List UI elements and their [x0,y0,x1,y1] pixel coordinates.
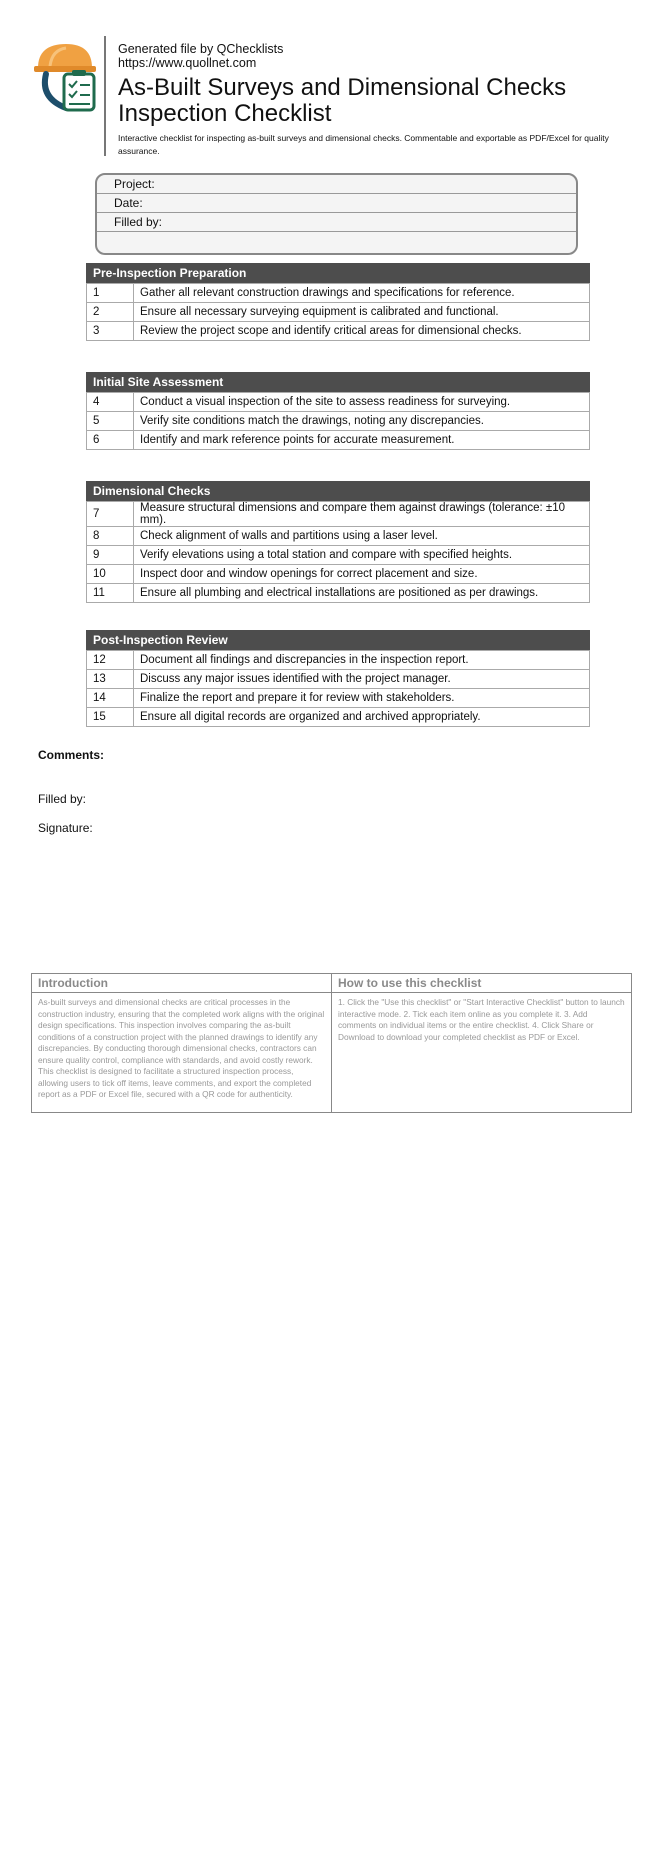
introduction-text: As-built surveys and dimensional checks are critical processes in the construction industry, ensuring that the completed work aligns with the original design specifications. This inspection involves comparing the as-built conditions of a construction project with the planned drawings to identify any discrepancies. By conducting thorough dimensional checks, contractors can ensure quality control, compliance with standards, and avoid costly rework. This checklist is designed to facilitate a structured inspection process, allowing users to tick off items, leave comments, and export the completed report as a PDF or Excel file, secured with a QR code for authenticity. [38,997,325,1099]
date-field[interactable]: Date: [97,194,576,213]
header-divider [104,36,106,156]
item-text: Verify site conditions match the drawings, noting any discrepancies. [134,412,590,431]
item-text: Ensure all plumbing and electrical installations are positioned as per drawings. [134,584,590,603]
item-number: 13 [87,670,134,689]
item-number: 10 [87,565,134,584]
checklist-table [86,283,590,341]
website-link[interactable]: https://www.quollnet.com [118,56,257,70]
table-row[interactable] [87,651,590,670]
table-row[interactable] [87,670,590,689]
item-text: Discuss any major issues identified with the project manager. [134,670,590,689]
section-dimensional-checks [86,481,590,603]
item-text: Identify and mark reference points for accurate measurement. [134,431,590,450]
table-row[interactable] [87,527,590,546]
comments-label: Comments: [38,748,105,762]
how-to-use-column [332,974,631,1112]
section-initial-site-assessment [86,372,590,450]
generated-by-text: Generated file by QChecklists [118,42,284,56]
title-line-2: Inspection Checklist [118,100,332,127]
item-number: 9 [87,546,134,565]
intro-table [31,973,632,1113]
table-row[interactable] [87,708,590,727]
table-row[interactable] [87,303,590,322]
section-post-inspection-review [86,630,590,727]
page-title [118,75,638,127]
table-row[interactable] [87,502,590,527]
section-title: Post-Inspection Review [86,630,590,650]
project-field[interactable]: Project: [97,175,576,194]
item-number: 2 [87,303,134,322]
item-text: Conduct a visual inspection of the site to assess readiness for surveying. [134,393,590,412]
how-to-use-text: 1. Click the "Use this checklist" or "Start Interactive Checklist" button to launch interactive mode. 2. Tick each item online as you complete it. 3. Add comments on individual items or the entire checklist. 4. Click Share or Download to download your completed checklist as PDF or Excel. [338,997,625,1042]
table-row[interactable] [87,546,590,565]
item-number: 8 [87,527,134,546]
item-text: Document all findings and discrepancies in the inspection report. [134,651,590,670]
section-title: Pre-Inspection Preparation [86,263,590,283]
item-text: Check alignment of walls and partitions using a laser level. [134,527,590,546]
filled-by-field[interactable]: Filled by: [97,213,576,232]
page-description: Interactive checklist for inspecting as-built surveys and dimensional checks. Commentable and exportable as PDF/Excel for quality assurance. [118,133,609,156]
table-row[interactable] [87,322,590,341]
item-text: Review the project scope and identify critical areas for dimensional checks. [134,322,590,341]
table-row[interactable] [87,393,590,412]
section-title: Dimensional Checks [86,481,590,501]
item-text: Inspect door and window openings for correct placement and size. [134,565,590,584]
introduction-column [32,974,332,1112]
info-blank-row [97,232,576,250]
item-text: Gather all relevant construction drawings and specifications for reference. [134,284,590,303]
section-pre-inspection [86,263,590,341]
how-to-use-heading: How to use this checklist [332,974,631,993]
item-number: 4 [87,393,134,412]
table-row[interactable] [87,284,590,303]
title-line-1: As-Built Surveys and Dimensional Checks [118,74,567,101]
item-number: 5 [87,412,134,431]
checklist-table [86,650,590,727]
item-text: Measure structural dimensions and compare them against drawings (tolerance: ±10 mm). [134,502,590,527]
item-text: Ensure all digital records are organized and archived appropriately. [134,708,590,727]
item-number: 7 [87,502,134,527]
item-text: Ensure all necessary surveying equipment is calibrated and functional. [134,303,590,322]
item-number: 1 [87,284,134,303]
item-number: 6 [87,431,134,450]
table-row[interactable] [87,689,590,708]
item-number: 3 [87,322,134,341]
item-text: Verify elevations using a total station and compare with specified heights. [134,546,590,565]
checklist-table [86,501,590,603]
filled-by-label: Filled by: [38,792,87,806]
item-number: 15 [87,708,134,727]
item-number: 12 [87,651,134,670]
item-number: 11 [87,584,134,603]
header-text [118,42,638,158]
signature-label: Signature: [38,821,93,835]
project-info-box [95,173,578,255]
document-header [32,36,632,158]
table-row[interactable] [87,565,590,584]
table-row[interactable] [87,431,590,450]
hardhat-checklist-logo-icon [32,36,104,116]
checklist-table [86,392,590,450]
section-title: Initial Site Assessment [86,372,590,392]
table-row[interactable] [87,584,590,603]
item-number: 14 [87,689,134,708]
item-text: Finalize the report and prepare it for review with stakeholders. [134,689,590,708]
table-row[interactable] [87,412,590,431]
introduction-heading: Introduction [32,974,331,993]
